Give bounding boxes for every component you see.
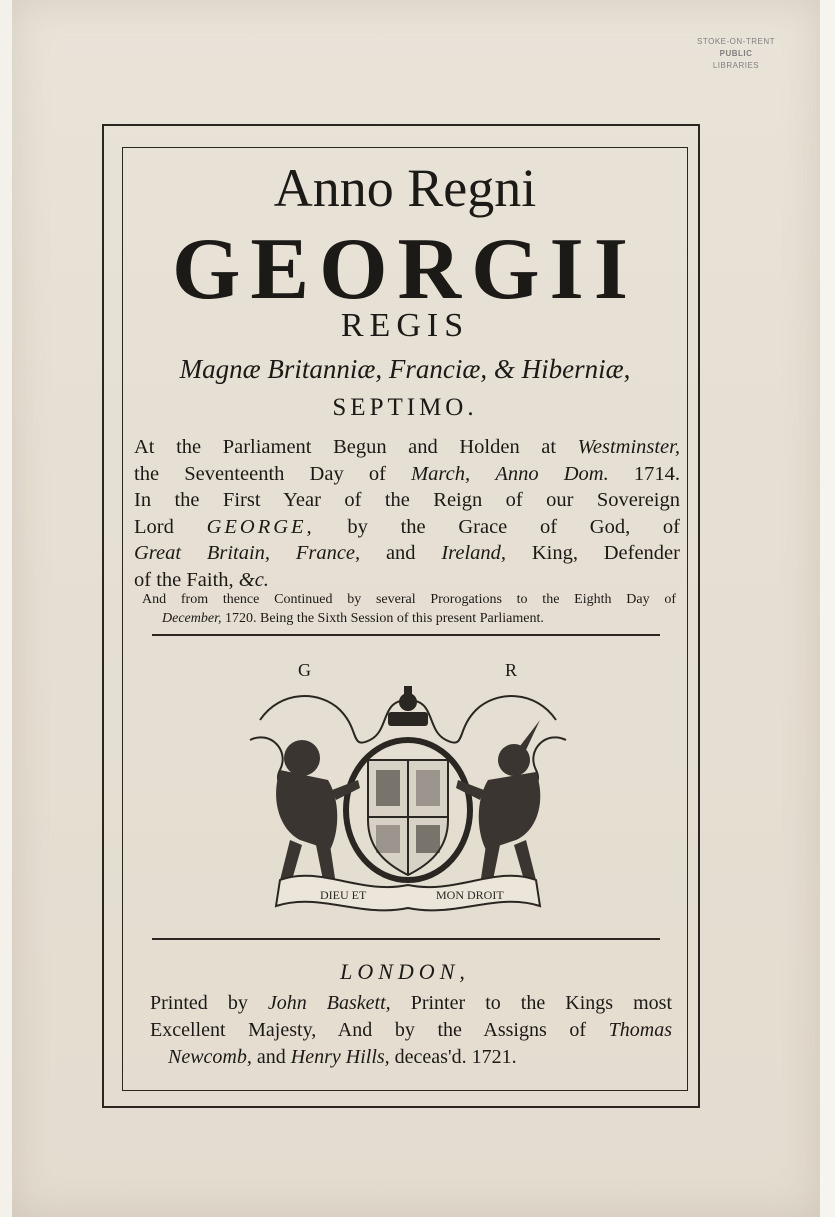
- text-run: the Seventeenth Day of: [134, 462, 412, 485]
- title-georgii: GEORGII: [171, 221, 639, 318]
- text-run: [470, 463, 495, 485]
- stamp-line: STOKE-ON-TRENT: [697, 37, 775, 46]
- imprint-paragraph: [150, 990, 672, 1071]
- royal-cipher-g: G: [298, 660, 311, 680]
- divider-rule: [152, 938, 660, 940]
- motto-right: MON DROIT: [436, 888, 504, 902]
- text-line: And from thence Continued by several Prorogations to the Eighth Day of: [142, 592, 676, 607]
- text-run: deceas'd. 1721.: [389, 1046, 517, 1068]
- stamp-line: LIBRARIES: [712, 61, 760, 70]
- title-anno-regni: Anno Regni: [273, 158, 537, 218]
- text-line: [134, 514, 680, 541]
- text-line: [150, 1044, 672, 1071]
- text-run: Ireland,: [441, 542, 507, 564]
- text-run: GEORGE,: [206, 515, 315, 538]
- text-run: At the Parliament Begun and Holden at: [134, 436, 578, 458]
- text-line: [134, 461, 680, 488]
- page-edge: [820, 0, 835, 1217]
- stamp-line: PUBLIC: [719, 49, 753, 58]
- royal-coat-of-arms: [240, 680, 576, 918]
- text-run: March,: [411, 462, 471, 485]
- text-run: 1720. Being the Sixth Session of this present Parliament.: [221, 611, 544, 626]
- text-run: &c.: [238, 568, 269, 591]
- text-line: [134, 540, 680, 567]
- text-run: and: [251, 1046, 291, 1068]
- text-run: of the Faith,: [134, 568, 239, 591]
- text-line: [134, 434, 680, 461]
- text-run: Westminster,: [577, 436, 680, 458]
- text-run: Great Britain, France,: [134, 542, 361, 564]
- text-run: December,: [162, 611, 222, 626]
- text-run: John Baskett,: [267, 992, 391, 1014]
- text-run: Newcomb,: [168, 1046, 252, 1068]
- royal-cipher-r: R: [505, 660, 518, 680]
- title-realms: Magnæ Britanniæ, Franciæ, & Hiberniæ,: [179, 354, 631, 384]
- parliament-paragraph: [134, 434, 680, 593]
- text-run: Thomas: [608, 1019, 672, 1041]
- text-run: Anno Dom.: [495, 462, 609, 485]
- title-septimo: SEPTIMO.: [332, 394, 478, 421]
- text-line: [150, 990, 672, 1017]
- text-line: [142, 609, 676, 628]
- continued-paragraph: [142, 590, 676, 628]
- library-stamp: [690, 36, 782, 78]
- text-run: Excellent Majesty, And by the Assigns of: [150, 1019, 609, 1041]
- title-regis: REGIS: [340, 307, 470, 344]
- text-line: [150, 1017, 672, 1044]
- text-run: Henry Hills,: [290, 1046, 390, 1068]
- text-run: 1714.: [608, 462, 681, 485]
- divider-rule: [152, 634, 660, 636]
- text-run: King, Defender: [506, 542, 680, 564]
- text-line: In the First Year of the Reign of our Sovereign: [134, 489, 680, 511]
- text-run: Printed by: [150, 992, 268, 1014]
- text-run: Printer to the Kings most: [390, 992, 672, 1014]
- text-run: Lord: [134, 515, 207, 538]
- imprint-london: LONDON,: [340, 959, 470, 984]
- text-run: and: [360, 542, 442, 564]
- motto-left: DIEU ET: [320, 888, 367, 902]
- text-run: by the Grace of God, of: [314, 515, 680, 538]
